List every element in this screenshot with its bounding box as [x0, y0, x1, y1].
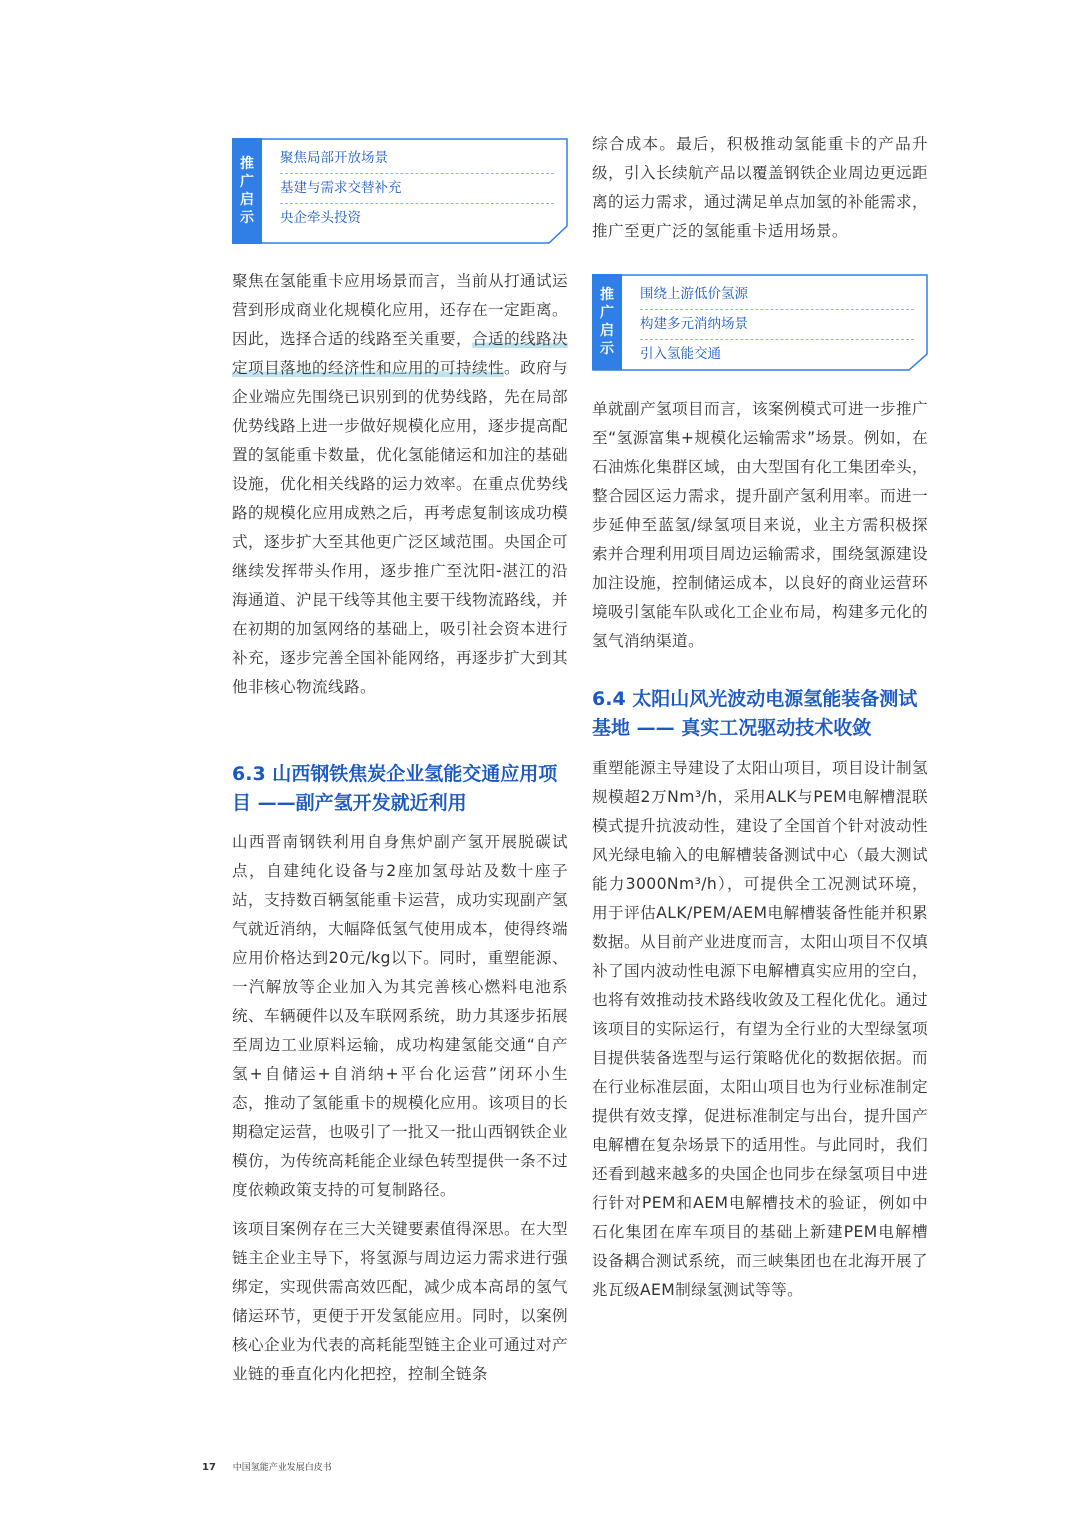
box-tab-label: 推广启示 — [592, 274, 622, 370]
box-tab-label: 推广启示 — [232, 138, 262, 244]
paragraph: 该项目案例存在三大关键要素值得深思。在大型链主企业主导下，将氢源与周边运力需求进行强绑定，实现供需高效匹配，减少成本高昂的氢气储运环节，更便于开发氢能应用。同时，以案例核心企业为代表的高耗能型链主企业可通过对产业链的垂直化内化把控，控制全链条 — [232, 1220, 568, 1383]
paragraph — [232, 267, 568, 702]
box-item-list — [280, 144, 554, 233]
box-item: 央企牵头投资 — [280, 210, 361, 226]
box-item-list — [640, 280, 914, 369]
section-heading-6-3: 6.3 山西钢铁焦炭企业氢能交通应用项目 ——副产氢开发就近利用 — [232, 763, 558, 814]
paragraph: 综合成本。最后，积极推动氢能重卡的产品升级，引入长续航产品以覆盖钢铁企业周边更远距离的运力需求，通过满足单点加氢的补能需求，推广至更广泛的氢能重卡适用场景。 — [592, 135, 928, 240]
section-heading-6-4: 6.4 太阳山风光波动电源氢能装备测试基地 —— 真实工况驱动技术收敛 — [592, 688, 918, 739]
box-item: 构建多元消纳场景 — [640, 310, 914, 340]
box-item: 基建与需求交替补充 — [280, 174, 554, 204]
page-footer — [202, 1460, 332, 1473]
box-item: 聚焦局部开放场景 — [280, 144, 554, 174]
promotion-insight-box — [232, 138, 568, 244]
publication-title: 中国氢能产业发展白皮书 — [232, 1463, 332, 1473]
box-item: 围绕上游低价氢源 — [640, 280, 914, 310]
highlighted-text: 合适的线路决定项目落地的经济性和应用的可持续性 — [232, 330, 568, 377]
page-number: 17 — [202, 1462, 216, 1473]
text-segment: 。政府与企业端应先围绕已识别到的优势线路，先在局部优势线路上进一步做好规模化应用，逐步提高配置的氢能重卡数量，优化氢能储运和加注的基础设施，优化相关线路的运力效率。在重点优势线路的规模化应用成熟之后，再考虑复制该成功模式，逐步扩大至其他更广泛区域范围。央国企可继续发挥带头作用，逐步推广至沈阳-湛江的沿海通道、沪昆干线等其他主要干线物流路线，并在初期的加氢网络的基础上，吸引社会资本进行补充，逐步完善全国补能网络，再逐步扩大到其他非核心物流线路。 — [232, 359, 568, 696]
paragraph: 山西晋南钢铁利用自身焦炉副产氢开展脱碳试点，自建纯化设备与2座加氢母站及数十座子站，支持数百辆氢能重卡运营，成功实现副产氢气就近消纳，大幅降低氢气使用成本，使得终端应用价格达到20元/kg以下。同时，重塑能源、一汽解放等企业加入为其完善核心燃料电池系统、车辆硬件以及车联网系统，助力其逐步拓展至周边工业原料运输，成功构建氢能交通“自产氢+自储运+自消纳+平台化运营”闭环小生态，推动了氢能重卡的规模化应用。该项目的长期稳定运营，也吸引了一批又一批山西钢铁企业模仿，为传统高耗能企业绿色转型提供一条不过度依赖政策支持的可复制路径。 — [232, 833, 568, 1199]
promotion-insight-box — [592, 274, 928, 380]
paragraph: 单就副产氢项目而言，该案例模式可进一步推广至“氢源富集+规模化运输需求”场景。例如，在石油炼化集群区域，由大型国有化工集团牵头，整合园区运力需求，提升副产氢利用率。而进一步延伸至蓝氢/绿氢项目来说，业主方需积极探索并合理利用项目周边运输需求，围绕氢源建设加注设施，控制储运成本，以良好的商业运营环境吸引氢能车队或化工企业布局，构建多元化的氢气消纳渠道。 — [592, 400, 928, 650]
text-segment: 聚焦在氢能重卡应用场景而言，当前从打通试运营到形成商业化规模化应用，还存在一定距离。因此，选择合适的线路至关重要， — [232, 272, 568, 348]
paragraph: 重塑能源主导建设了太阳山项目，项目设计制氢规模超2万Nm³/h，采用ALK与PEM电解槽混联模式提升抗波动性，建设了全国首个针对波动性风光绿电输入的电解槽装备测试中心（最大测试能力3000Nm³/h），可提供全工况测试环境，用于评估ALK/PEM/AEM电解槽装备性能并积累数据。从目前产业进度而言，太阳山项目不仅填补了国内波动性电源下电解槽真实应用的空白，也将有效推动技术路线收敛及工程化优化。通过该项目的实际运行，有望为全行业的大型绿氢项目提供装备选型与运行策略优化的数据依据。而在行业标准层面，太阳山项目也为行业标准制定提供有效支撑，促进标准制定与出台，提升国产电解槽在复杂场景下的适用性。与此同时，我们还看到越来越多的央国企也同步在绿氢项目中进行针对PEM和AEM电解槽技术的验证，例如中石化集团在库车项目的基础上新建PEM电解槽设备耦合测试系统，而三峡集团也在北海开展了兆瓦级AEM制绿氢测试等等。 — [592, 759, 928, 1299]
box-item: 引入氢能交通 — [640, 346, 721, 362]
